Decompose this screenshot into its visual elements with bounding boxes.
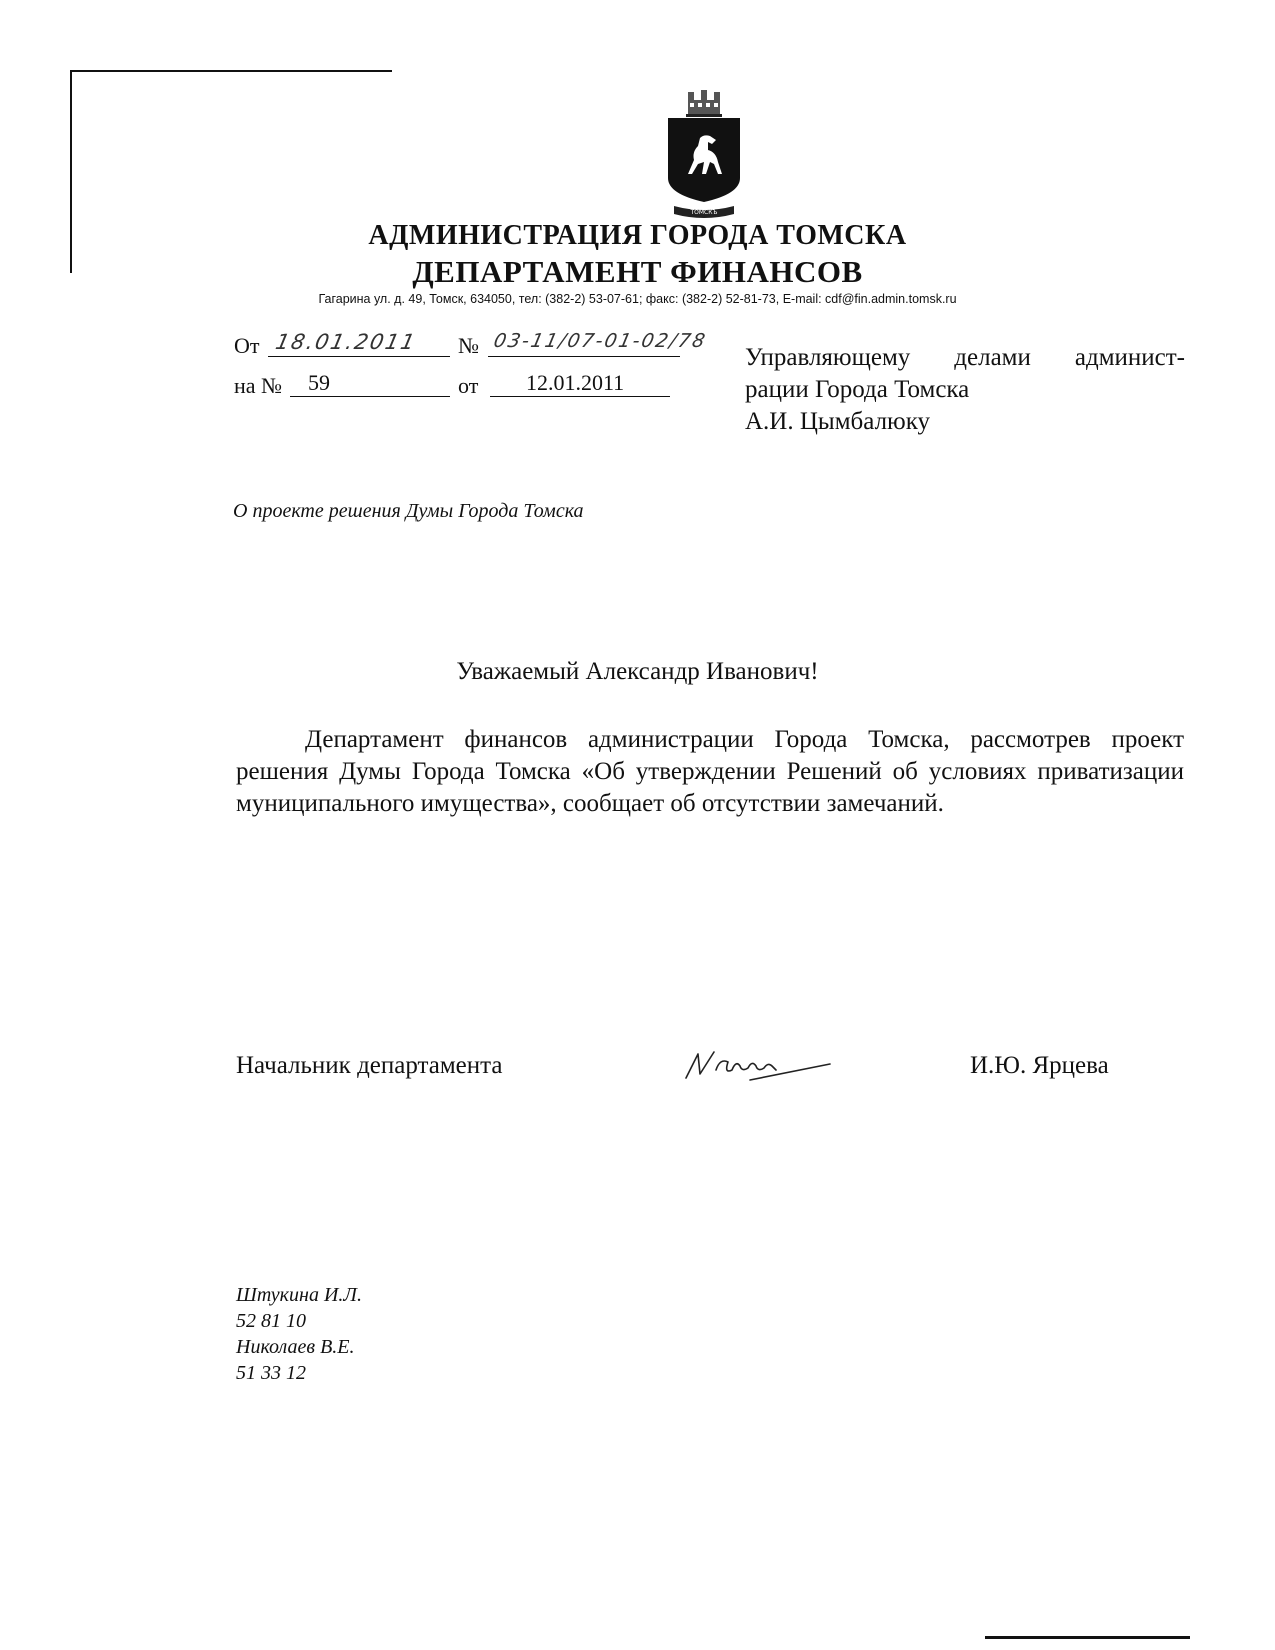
corner-mark-bottom-right [985, 1636, 1190, 1639]
reply-date-label: от [458, 373, 479, 398]
from-date-field [268, 330, 450, 357]
reply-number-value: 59 [308, 370, 330, 395]
reply-date-value: 12.01.2011 [526, 370, 625, 395]
reply-date-field [490, 370, 670, 397]
addressee-line-2: рации Города Томска [745, 376, 970, 403]
from-date-value: 18.01.2011 [273, 330, 419, 354]
executor-phone: 51 33 12 [236, 1362, 306, 1384]
executor-name: Штукина И.Л. [236, 1284, 362, 1306]
executors-block [236, 1282, 362, 1386]
from-label: От [234, 333, 260, 358]
reply-number-label: на № [234, 373, 283, 398]
number-label: № [458, 333, 479, 358]
reply-number-field [290, 370, 450, 397]
executor-name: Николаев В.Е. [236, 1336, 355, 1358]
salutation: Уважаемый Александр Иванович! [456, 658, 819, 685]
addressee-block [745, 342, 1185, 438]
handwritten-signature [680, 1040, 840, 1090]
number-field [488, 330, 709, 357]
addressee-line-1: Управляющему делами админист- [745, 344, 1185, 371]
number-value: 03-11/07-01-02/78 [491, 330, 709, 352]
addressee-line-3: А.И. Цымбалюку [745, 408, 931, 435]
subject-line: О проекте решения Думы Города Томска [233, 500, 584, 522]
contact-details: Гагарина ул. д. 49, Томск, 634050, тел: (382-2) 53-07-61; факс: (382-2) 52-81-73, E-mail: cdf@fin.admin.tomsk.ru [318, 292, 957, 306]
corner-mark-top [70, 70, 392, 72]
emblem-motto: ТОМСКЪ [690, 209, 718, 216]
organization-name: АДМИНИСТРАЦИЯ ГОРОДА ТОМСКА [368, 220, 907, 251]
body-paragraph: Департамент финансов администрации Города Томска, рассмотрев проект решения Думы Города Томска «Об утверждении Решений об условиях приватизации муниципального имущества», сообщает об отсутствии замечаний. [236, 726, 1184, 817]
tomsk-emblem-icon [664, 90, 744, 220]
executor-phone: 52 81 10 [236, 1310, 306, 1332]
letter-body [236, 724, 1184, 820]
signatory-title: Начальник департамента [236, 1052, 503, 1079]
signatory-name: И.Ю. Ярцева [970, 1052, 1109, 1079]
department-name: ДЕПАРТАМЕНТ ФИНАНСОВ [412, 254, 863, 289]
